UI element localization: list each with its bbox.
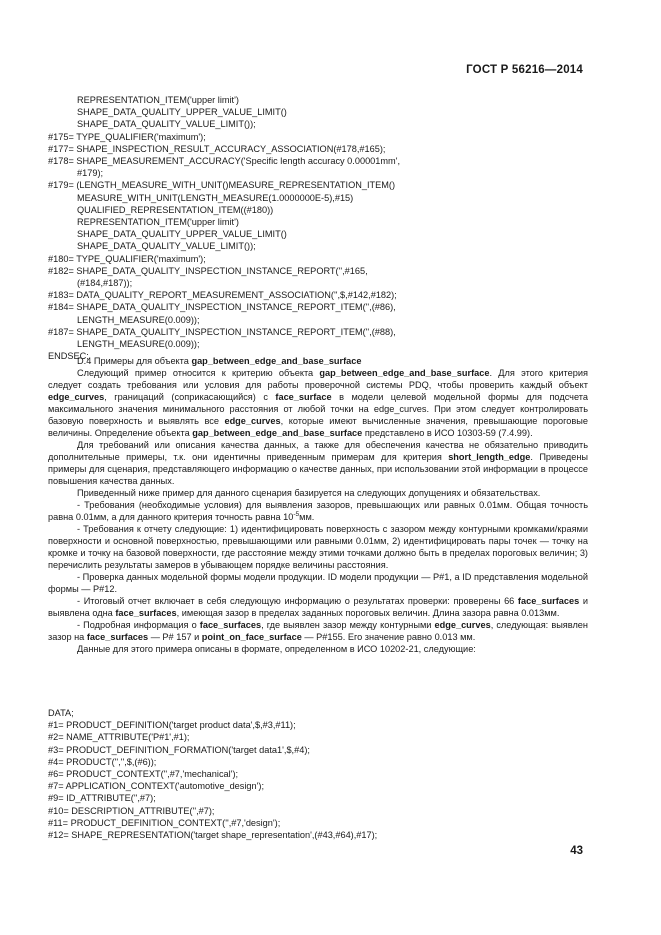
code-line: #3= PRODUCT_DEFINITION_FORMATION('target data1',$,#4); [48,744,310,755]
term-bold: face_surface [275,392,332,402]
code-line: #179); [77,168,104,179]
text-run: представлено в ИСО 10303-59 (7.4.99). [362,428,533,438]
text-run: — P#155. Его значение равно 0.013 мм. [301,632,476,642]
code-line: LENGTH_MEASURE(0.009)); [77,339,200,350]
text-run: Для требований или описания качества данных, а также для обеспечения качества не обязательно приводить дополнительные примеры, т.к. они идентичны приведенным примерам для критерия [48,440,588,462]
code-line: #12= SHAPE_REPRESENTATION('target shape_representation',(#43,#64),#17); [48,830,378,841]
code-line: #6= PRODUCT_CONTEXT('',#7,'mechanical'); [48,769,239,780]
code-line: MEASURE_WITH_UNIT(LENGTH_MEASURE(1.0000000E-5),#15) [77,192,354,203]
code-line: #179= (LENGTH_MEASURE_WITH_UNIT()MEASURE_REPRESENTATION_ITEM() [48,180,396,191]
bullet-requirements-text: - Требования (необходимые условия) для выявления зазоров, превышающих или равных 0.01мм. Общая точность равна 0.01мм, а для данного критерия точность равна 10 [48,500,588,522]
code-line: #11= PRODUCT_DEFINITION_CONTEXT('',#7,'design'); [48,817,281,828]
text-run: , которые имеют вычисленные значения, превышающие пороговые величины. Определение объекта [48,416,588,438]
text-run: и выявлена одна [48,596,588,618]
term-bold: edge_curves [224,416,281,426]
term-bold: gap_between_edge_and_base_surface [192,428,363,438]
code-line: REPRESENTATION_ITEM('upper limit') [77,95,239,105]
code-listing-top [48,94,588,362]
paragraph-assumptions: Приведенный ниже пример для данного сценария базируется на следующих допущениях и обязательствах. [77,488,541,498]
text-run: . Для этого критерия следует создать требования или условия для работы проверочной системы PDQ, чтобы проверить каждый объект [48,368,588,390]
term-bold: face_surfaces [115,608,177,618]
code-listing-bottom [48,707,588,841]
text-run: - Итоговый отчет включает в себя следующую информацию о результатах проверки: проверены 66 [77,596,518,606]
code-line: #180= TYPE_QUALIFIER('maximum'); [48,253,206,264]
code-line: #7= APPLICATION_CONTEXT('automotive_design'); [48,781,265,792]
code-line: QUALIFIED_REPRESENTATION_ITEM((#180)) [77,204,274,215]
code-line: REPRESENTATION_ITEM('upper limit') [77,217,239,228]
text-run: , границаций (соприкасающийся) с [104,392,276,402]
code-line: SHAPE_DATA_QUALITY_VALUE_LIMIT()); [77,241,256,252]
document-header: ГОСТ Р 56216—2014 [466,64,583,76]
text-run: , имеющая зазор в пределах заданных пороговых величин. Длина зазора равна 0.013мм. [176,608,560,618]
code-line: #178= SHAPE_MEASUREMENT_ACCURACY('Specific length accuracy 0.00001mm', [48,156,401,167]
code-line: #177= SHAPE_INSPECTION_RESULT_ACCURACY_ASSOCIATION(#178,#165); [48,143,386,154]
term-bold: face_surfaces [86,632,149,642]
code-line: SHAPE_DATA_QUALITY_UPPER_VALUE_LIMIT() [77,107,287,118]
term-bold: face_surfaces [199,620,262,630]
exponent: -5 [293,510,300,518]
term-bold: edge_curves [48,392,105,402]
term-bold: short_length_edge [448,452,531,462]
code-line: #184= SHAPE_DATA_QUALITY_INSPECTION_INSTANCE_REPORT_ITEM('',(#86), [48,302,396,313]
heading-prefix: D.4 Примеры для объекта [77,356,192,366]
code-line: #10= DESCRIPTION_ATTRIBUTE('',#7); [48,805,215,816]
text-run: , где выявлен зазор между контурными [261,620,435,630]
text-run: , следующая: выявлен зазор на [48,620,588,642]
code-line: LENGTH_MEASURE(0.009)); [77,314,200,325]
code-line: #187= SHAPE_DATA_QUALITY_INSPECTION_INSTANCE_REPORT_ITEM('',(#88), [48,326,396,337]
paragraph-data-intro: Данные для этого примера описаны в формате, определенном в ИСО 10202-21, следующие: [77,644,476,654]
code-line: (#184,#187)); [77,278,133,289]
code-line: SHAPE_DATA_QUALITY_VALUE_LIMIT()); [77,119,256,130]
bullet-report: - Требования к отчету следующие: 1) идентифицировать поверхность с зазором между контурными кромками/краями поверхности и основной поверхностью, превышающими или равными 0.01мм, 2) идентифицировать пары точек — точку на кромке и точку на базовой поверхности, где расстояние между этими точками должно быть в пределах пороговых величин; 3) перечислить результаты замеров в убывающем порядке величины расстояния. [48,524,588,570]
bullet-summary [48,595,588,619]
paragraph-intro [48,367,588,439]
bullet-details [48,619,588,643]
code-line: #4= PRODUCT('','',$,(#6)); [48,756,157,767]
code-line: ENDSEC; [48,351,89,362]
term-bold: edge_curves [434,620,491,630]
heading-object-name: gap_between_edge_and_base_surface [191,356,362,366]
code-line: #1= PRODUCT_DEFINITION('target product data',$,#3,#11); [48,720,296,731]
code-line: #183= DATA_QUALITY_REPORT_MEASUREMENT_ASSOCIATION('',$,#142,#182); [48,290,397,301]
term-bold: face_surfaces [517,596,580,606]
text-run: . Приведены примеры для сценария, представляющего информацию о качестве данных, при использовании этой информации в процессе повышения качества данных. [48,452,588,486]
bullet-check: - Проверка данных модельной формы модели продукции. ID модели продукции — P#1, а ID представления модельной формы — P#12. [48,572,588,594]
bullet-requirements [48,499,588,523]
page-number: 43 [570,845,583,857]
code-line: DATA; [48,708,74,718]
section-d4 [48,355,588,655]
code-line: #9= ID_ATTRIBUTE('',#7); [48,793,156,804]
text-run: в модели целевой модельной формы для подсчета максимального значения минимального расстояния от любой точки на edge_curves. При этом следует контролировать базовую поверхность и выявлять все [48,392,588,426]
text-run: Следующий пример относится к критерию объекта [77,368,320,378]
text-run: - Подробная информация о [77,620,200,630]
bullet-requirements-unit: мм. [299,512,315,522]
paragraph-requirements [48,439,588,487]
code-line: #2= NAME_ATTRIBUTE('P#1',#1); [48,732,190,743]
section-heading [48,355,588,367]
term-bold: gap_between_edge_and_base_surface [319,368,490,378]
text-run: — P# 157 и [148,632,202,642]
code-line: #175= TYPE_QUALIFIER('maximum'); [48,131,206,142]
term-bold: point_on_face_surface [201,632,302,642]
code-line: #182= SHAPE_DATA_QUALITY_INSPECTION_INSTANCE_REPORT('',#165, [48,265,368,276]
code-line: SHAPE_DATA_QUALITY_UPPER_VALUE_LIMIT() [77,229,287,240]
